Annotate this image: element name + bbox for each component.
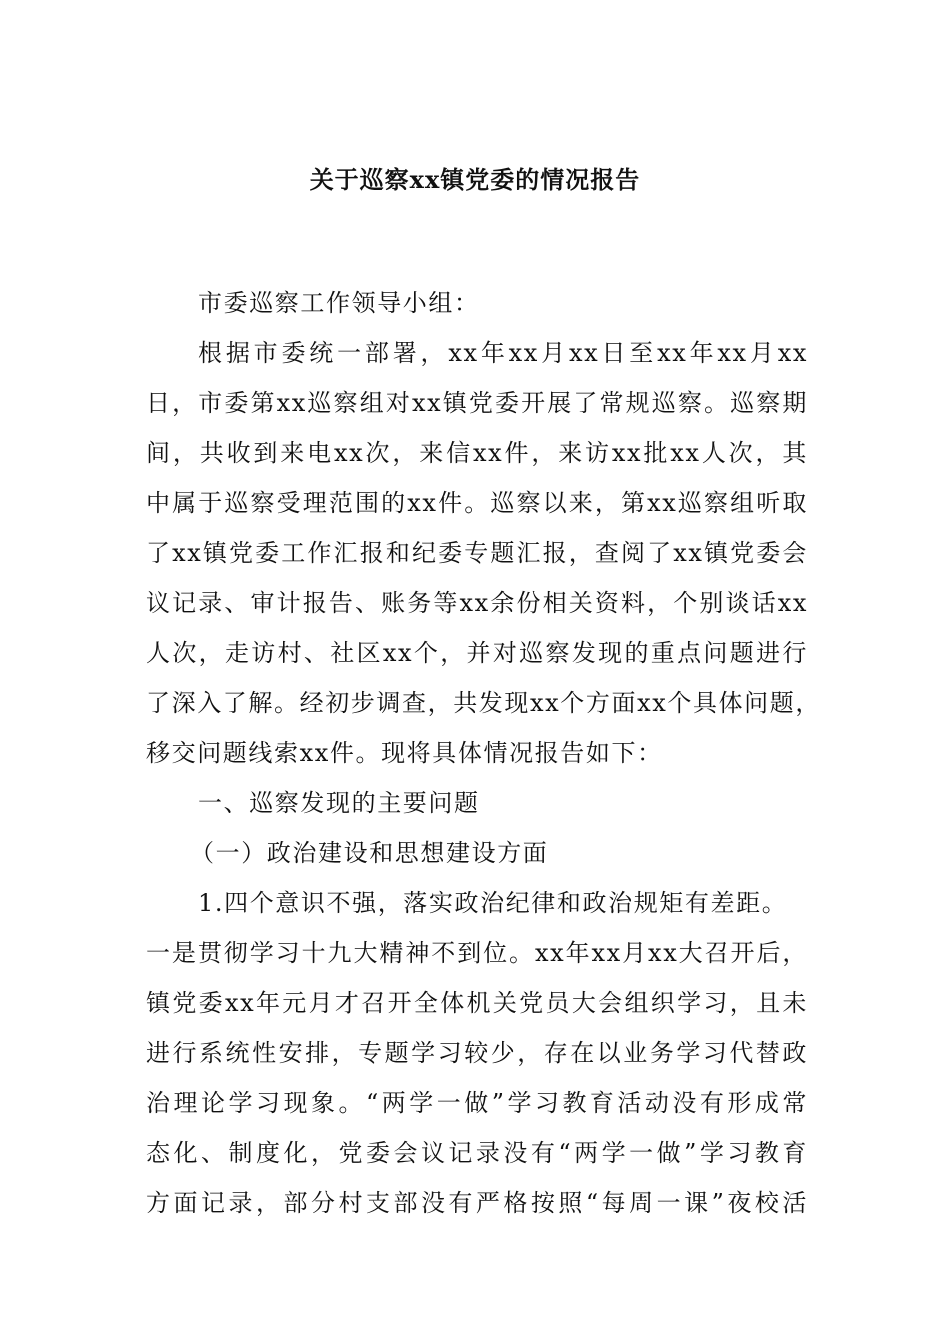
paragraph-line: 移交问题线索xx件。现将具体情况报告如下： [146,739,663,767]
paragraph-line: 议记录、审计报告、账务等xx余份相关资料，个别谈话xx [146,589,808,617]
salutation: 市委巡察工作领导小组： [198,289,480,317]
document-title: 关于巡察xx镇党委的情况报告 [309,165,641,194]
paragraph-line: 了深入了解。经初步调查，共发现xx个方面xx个具体问题， [146,689,821,717]
paragraph-line: 中属于巡察受理范围的xx件。巡察以来，第xx巡察组听取 [146,489,808,517]
paragraph-line: 日，市委第xx巡察组对xx镇党委开展了常规巡察。巡察期 [146,389,808,417]
paragraph-line: 1.四个意识不强，落实政治纪律和政治规矩有差距。 [198,889,788,917]
paragraph-line: 人次，走访村、社区xx个，并对巡察发现的重点问题进行 [146,639,808,667]
document-body [146,278,821,1228]
paragraph-line: 方面记录，部分村支部没有严格按照“每周一课”夜校活 [146,1189,808,1217]
paragraph-line: 进行系统性安排，专题学习较少，存在以业务学习代替政 [146,1039,808,1067]
paragraph-line: 态化、制度化，党委会议记录没有“两学一做”学习教育 [146,1139,808,1167]
paragraph-line: 了xx镇党委工作汇报和纪委专题汇报，查阅了xx镇党委会 [146,539,808,567]
paragraph-line: 根据市委统一部署，xx年xx月xx日至xx年xx月xx [198,339,808,367]
paragraph-line: 一是贯彻学习十九大精神不到位。xx年xx月xx大召开后， [146,939,808,967]
paragraph-line: 镇党委xx年元月才召开全体机关党员大会组织学习，且未 [146,989,808,1017]
subsection-heading: （一）政治建设和思想建设方面 [190,839,549,867]
paragraph-line: 间，共收到来电xx次，来信xx件，来访xx批xx人次，其 [146,439,808,467]
paragraph-line: 治理论学习现象。“两学一做”学习教育活动没有形成常 [146,1089,808,1117]
section-heading: 一、巡察发现的主要问题 [198,789,480,817]
